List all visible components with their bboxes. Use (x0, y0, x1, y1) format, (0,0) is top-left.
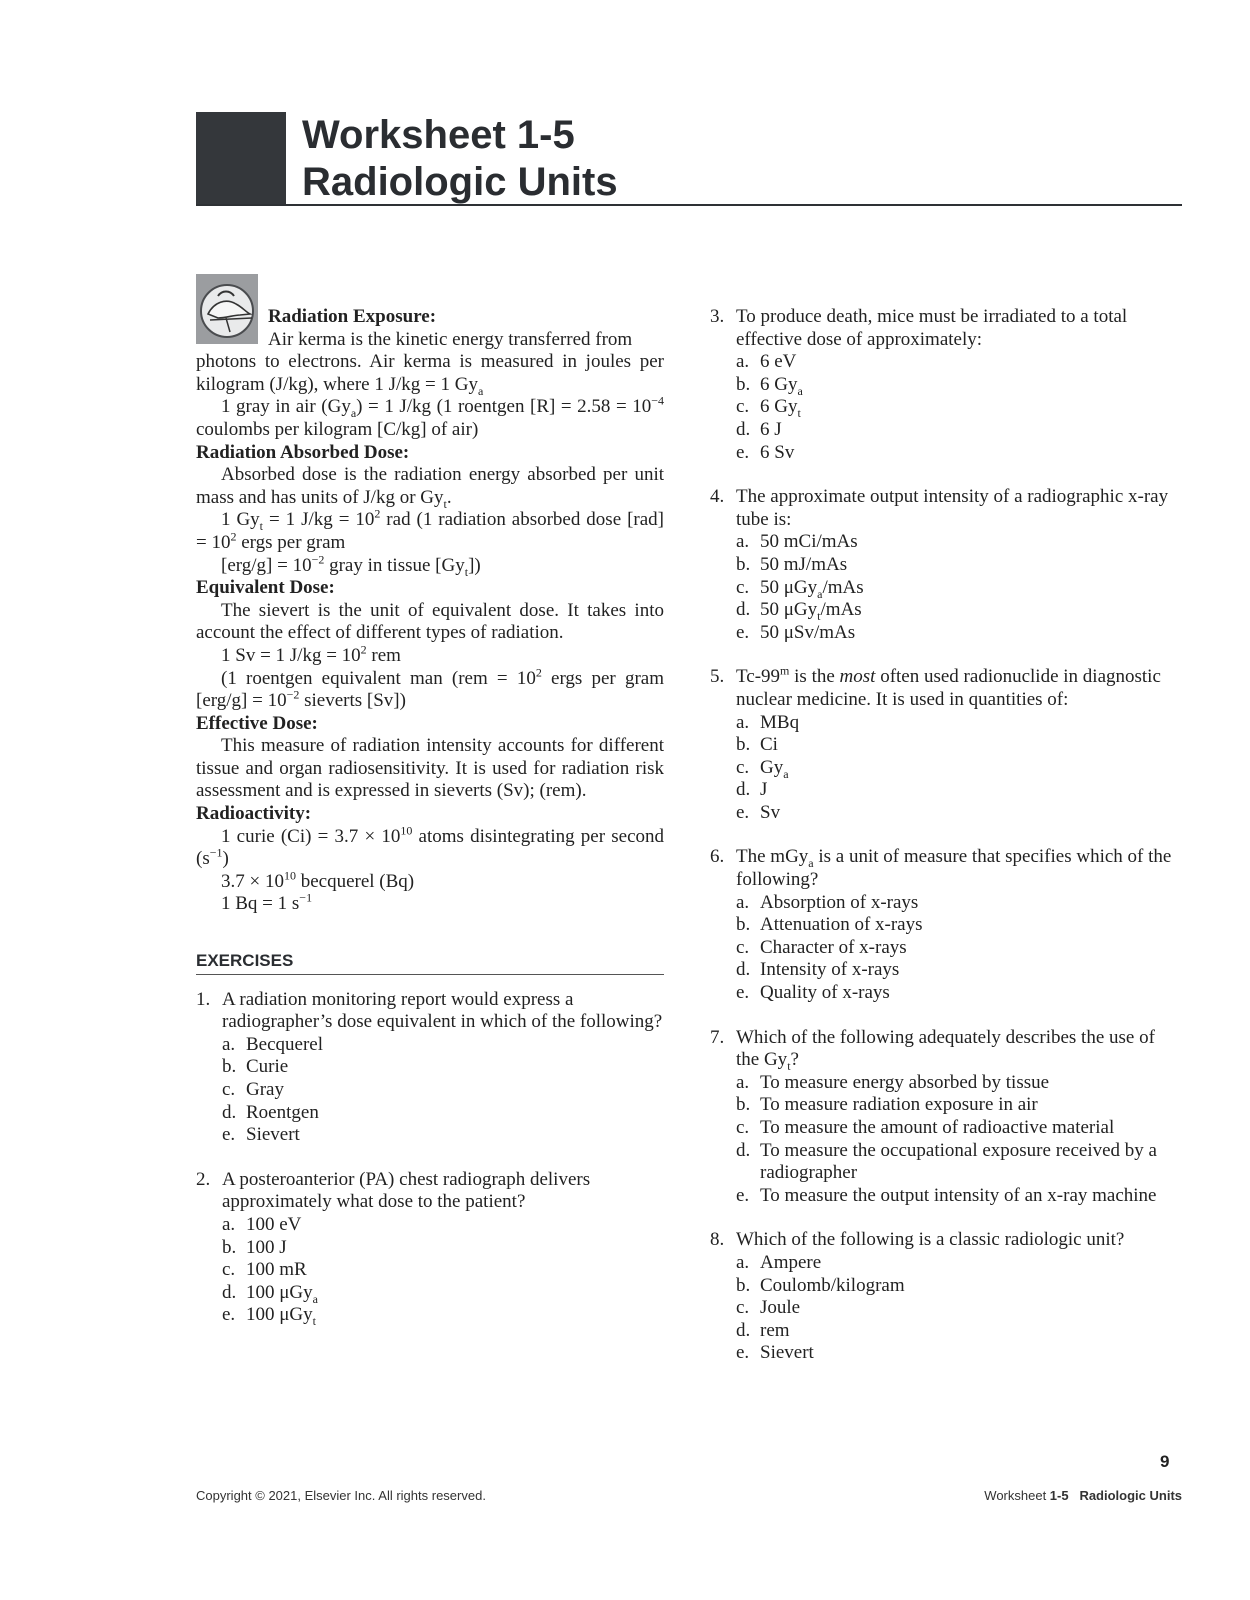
radioactivity-heading: Radioactivity: (196, 803, 312, 825)
option-e[interactable]: e. 6 Sv (736, 441, 795, 463)
radiation-exposure-text-cont: photons to electrons. Air kerma is measured in joules per kilogram (J/kg), where 1 J/kg = 1 $Gy_a$ (196, 351, 664, 398)
option-d[interactable]: d. rem (736, 1319, 790, 1341)
question-6 (710, 846, 1182, 1004)
exercises-heading: EXERCISES (196, 950, 664, 975)
question-text: The approximate output intensity of a radiographic x-ray tube is: (736, 486, 1169, 530)
option-e[interactable]: e. To measure the output intensity of an x-ray machine (736, 1184, 1157, 1206)
effective-dose-heading: Effective Dose: (196, 712, 318, 734)
option-a[interactable]: a. MBq (736, 711, 800, 733)
option-d[interactable]: d. 6 J (736, 418, 782, 440)
option-b[interactable]: b. 50 mJ/mAs (736, 553, 848, 575)
option-b[interactable]: b. 100 J (222, 1236, 287, 1258)
option-a[interactable]: a. 6 eV (736, 351, 797, 373)
option-b[interactable]: b. Attenuation of x-rays (736, 914, 923, 936)
option-b[interactable]: b. Curie (222, 1056, 289, 1078)
rem-definition: (1 roentgen equivalent man ($rem = 10^2$ ergs per gram $[erg/g] = 10^{-2}$ sieverts [Sv]) (196, 665, 664, 712)
gray-in-air-text: 1 gray in air $(Gy_a) = 1$ J/kg (1 roentgen $[R] = 2.58 = 10^{-4}$ coulombs per kilogram [C/kg] of air) (196, 394, 664, 440)
option-e[interactable]: e. Sv (736, 801, 781, 823)
running-head: Worksheet 1-5 Radiologic Units (984, 1488, 1182, 1503)
question-text: Which of the following adequately describes the use of the $Gy_t$? (736, 1026, 1155, 1074)
bq-definition: 1 Bq = 1 $s^{-1}$ (221, 891, 313, 915)
option-b[interactable]: b. Coulomb/kilogram (736, 1274, 905, 1296)
title-block-square (196, 112, 286, 204)
option-c[interactable]: c. Joule (736, 1297, 801, 1319)
question-number: 5. (710, 666, 725, 688)
option-a[interactable]: a. Ampere (736, 1251, 822, 1273)
question-text: The mGy$_a$ is a unit of measure that specifies which of the following? (736, 846, 1172, 891)
option-c[interactable]: c. 100 mR (222, 1259, 307, 1281)
question-number: 7. (710, 1026, 725, 1048)
page-number: 9 (1160, 1452, 1170, 1471)
effective-dose-text: This measure of radiation intensity accounts for different tissue and organ radiosensitivity. It is used for radiation risk assessment and is expressed in sieverts (Sv); (rem). (196, 735, 664, 802)
option-e[interactable]: e. 100 μGy$_t$ (222, 1304, 317, 1329)
curie-definition: 1 curie $(Ci) = 3.7 \times 10^{10}$ atoms disintegrating per second $(s^{-1})$ (196, 823, 664, 870)
left-column (196, 306, 664, 1327)
option-a[interactable]: a. Becquerel (222, 1033, 324, 1055)
page-title (302, 112, 618, 206)
option-d[interactable]: d. To measure the occupational exposure received by a radiographer (736, 1139, 1157, 1184)
option-e[interactable]: e. Sievert (736, 1342, 814, 1364)
question-number: 3. (710, 306, 725, 327)
option-c[interactable]: c. 50 μGy$_a$/mAs (736, 576, 864, 601)
absorbed-dose-text: Absorbed dose is the radiation energy absorbed per unit mass and has units of J/kg or $Gy_t$. (196, 464, 664, 511)
option-c[interactable]: c. Gray (222, 1079, 284, 1100)
question-number: 6. (710, 846, 725, 868)
page-title-line1: Worksheet 1-5 (302, 113, 575, 157)
erg-gram-text: $[erg/g] = 10^{-2}$ gray in tissue $[Gy_t]$) (221, 552, 481, 579)
copyright-notice: Copyright © 2021, Elsevier Inc. All rights reserved. (196, 1488, 486, 1503)
option-a[interactable]: a. 50 mCi/mAs (736, 531, 858, 553)
option-e[interactable]: e. Sievert (222, 1124, 300, 1146)
question-text: To produce death, mice must be irradiated to a total effective dose of approximately: (736, 306, 1128, 350)
option-a[interactable]: a. 100 eV (222, 1213, 302, 1235)
radiation-exposure-heading: Radiation Exposure: (268, 306, 437, 327)
question-number: 4. (710, 486, 725, 508)
question-2 (196, 1169, 664, 1327)
absorbed-dose-heading: Radiation Absorbed Dose: (196, 441, 410, 463)
worksheet-header (196, 112, 1182, 206)
question-1 (196, 989, 664, 1147)
option-d[interactable]: d. J (736, 779, 768, 801)
question-text: A posteroanterior (PA) chest radiograph delivers approximately what dose to the patient? (222, 1168, 591, 1213)
option-c[interactable]: c. 6 $Gy_t$ (736, 396, 801, 421)
radiation-exposure-text: Air kerma is the kinetic energy transferred from (268, 328, 633, 350)
option-d[interactable]: d. Roentgen (222, 1101, 319, 1123)
option-c[interactable]: c. $Gy_a$ (736, 756, 789, 781)
question-text: Which of the following is a classic radiologic unit? (736, 1229, 1125, 1251)
option-d[interactable]: d. Intensity of x-rays (736, 959, 900, 981)
option-c[interactable]: c. Character of x-rays (736, 936, 907, 958)
question-8 (710, 1229, 1182, 1365)
question-5 (710, 663, 1182, 824)
option-a[interactable]: a. Absorption of x-rays (736, 891, 919, 913)
option-e[interactable]: e. Quality of x-rays (736, 982, 890, 1004)
question-number: 1. (196, 988, 211, 1010)
option-c[interactable]: c. To measure the amount of radioactive material (736, 1117, 1115, 1138)
option-b[interactable]: b. To measure radiation exposure in air (736, 1094, 1038, 1116)
right-column (710, 306, 1182, 1365)
option-d[interactable]: d. 100 μGy$_a$ (222, 1281, 318, 1306)
gray-tissue-text: 1 $Gy_t = 1$ $J/kg = 10^2$ rad (1 radiation absorbed dose $[rad] = 10^2$ ergs per gram (196, 507, 664, 553)
question-4 (710, 486, 1182, 644)
question-text: A radiation monitoring report would express a radiographer’s dose equivalent in which of the following? (222, 988, 663, 1033)
option-b[interactable]: b. Ci (736, 734, 778, 756)
option-b[interactable]: b. 6 $Gy_a$ (736, 373, 803, 398)
question-number: 2. (196, 1168, 211, 1190)
page-title-line2: Radiologic Units (302, 160, 618, 204)
option-e[interactable]: e. 50 μSv/mAs (736, 621, 856, 643)
question-number: 8. (710, 1229, 725, 1251)
option-a[interactable]: a. To measure energy absorbed by tissue (736, 1071, 1050, 1093)
equivalent-dose-text: The sievert is the unit of equivalent dose. It takes into account the effect of different types of radiation. (196, 599, 664, 644)
question-7 (710, 1027, 1182, 1208)
equivalent-dose-heading: Equivalent Dose: (196, 577, 335, 599)
option-d[interactable]: d. 50 μGy$_t$/mAs (736, 599, 862, 623)
becquerel-definition: $3.7 \times 10^{10}$ becquerel (Bq) (221, 868, 415, 892)
sievert-definition: 1 Sv = 1 $J/kg = 10^2$ rem (221, 642, 401, 666)
question-text: Tc-99$^m$ is the most often used radionuclide in diagnostic nuclear medicine. It is used in quantities of: (736, 663, 1161, 710)
question-3 (710, 306, 1182, 464)
